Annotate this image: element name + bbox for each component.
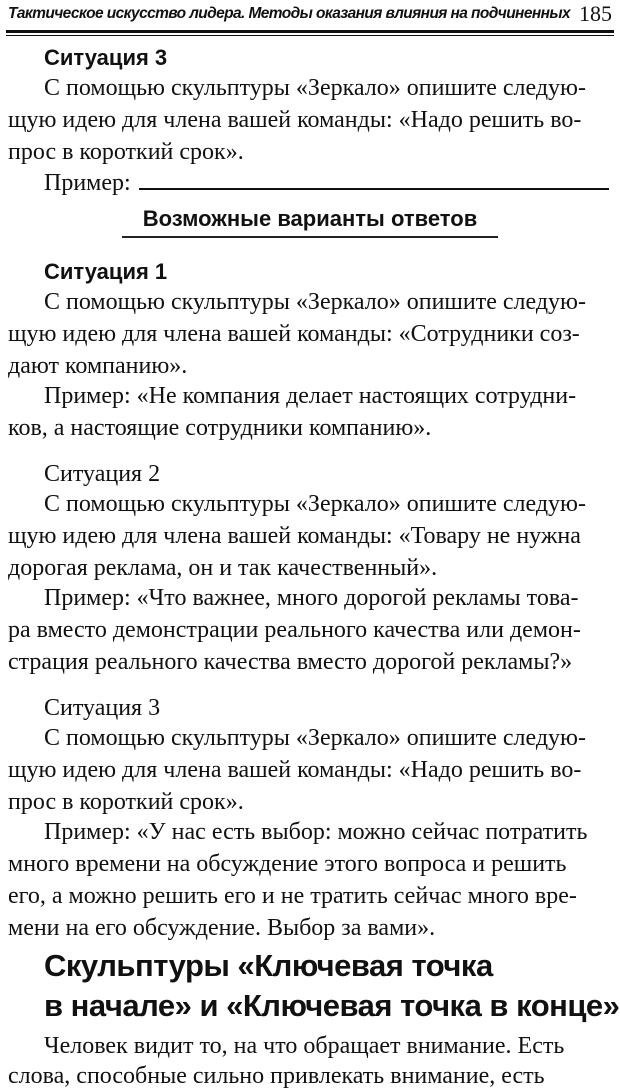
example-line: страция реального качества вместо дорогой рекламы?» bbox=[8, 649, 573, 675]
answer1-heading: Ситуация 1 bbox=[44, 259, 168, 284]
paragraph-line: прос в короткий срок». bbox=[8, 789, 244, 815]
paragraph-line: слова, способные сильно привлекать внимание, есть bbox=[8, 1063, 545, 1089]
situation3-task-heading: Ситуация 3 bbox=[44, 45, 168, 70]
paragraph-line: С помощью скульптуры «Зеркало» опишите следую- bbox=[44, 75, 586, 101]
example-label: Пример: bbox=[44, 170, 131, 196]
example-line: ков, а настоящие сотрудники компанию». bbox=[8, 415, 432, 441]
answer-blank-line bbox=[139, 166, 609, 190]
example-line: его, а можно решить его и не тратить сейчас много вре- bbox=[8, 883, 577, 909]
answers-heading-rule bbox=[122, 236, 498, 238]
example-line: много времени на обсуждение этого вопроса и решить bbox=[8, 851, 567, 877]
paragraph-line: дорогая реклама, он и так качественный». bbox=[8, 555, 438, 581]
header-rule-thin bbox=[6, 35, 614, 36]
example-line: Пример: «Не компания делает настоящих сотрудни- bbox=[44, 383, 577, 409]
section-title-line-1: Скульптуры «Ключевая точка bbox=[44, 948, 493, 983]
example-line: Пример: «Что важнее, много дорогой рекламы това- bbox=[44, 585, 579, 611]
example-line: Пример: «У нас есть выбор: можно сейчас потратить bbox=[44, 819, 588, 845]
paragraph-line: щую идею для члена вашей команды: «Сотрудники соз- bbox=[8, 321, 580, 347]
example-line: ра вместо демонстрации реального качества или демон- bbox=[8, 617, 581, 643]
answer3-heading: Ситуация 3 bbox=[44, 695, 161, 721]
paragraph-line: С помощью скульптуры «Зеркало» опишите следую- bbox=[44, 725, 586, 751]
paragraph-line: прос в короткий срок». bbox=[8, 139, 244, 165]
running-header bbox=[6, 0, 614, 32]
running-title: Тактическое искусство лидера. Методы оказания влияния на подчиненных bbox=[8, 5, 571, 22]
example-line: мени на его обсуждение. Выбор за вами». bbox=[8, 915, 436, 941]
paragraph-line: дают компанию». bbox=[8, 353, 188, 379]
header-rule bbox=[6, 30, 614, 33]
paragraph-line: щую идею для члена вашей команды: «Надо решить во- bbox=[8, 757, 582, 783]
example-line bbox=[44, 166, 609, 199]
answers-heading: Возможные варианты ответов bbox=[142, 206, 478, 231]
paragraph-line: С помощью скульптуры «Зеркало» опишите следую- bbox=[44, 491, 586, 517]
paragraph-line: С помощью скульптуры «Зеркало» опишите следую- bbox=[44, 289, 586, 315]
answer2-heading: Ситуация 2 bbox=[44, 461, 161, 487]
paragraph-line: Человек видит то, на что обращает внимание. Есть bbox=[44, 1033, 565, 1059]
section-title-line-2: в начале» и «Ключевая точка в конце» bbox=[44, 988, 620, 1023]
page-number: 185 bbox=[579, 1, 612, 26]
paragraph-line: щую идею для члена вашей команды: «Товару не нужна bbox=[8, 523, 581, 549]
paragraph-line: щую идею для члена вашей команды: «Надо решить во- bbox=[8, 107, 582, 133]
